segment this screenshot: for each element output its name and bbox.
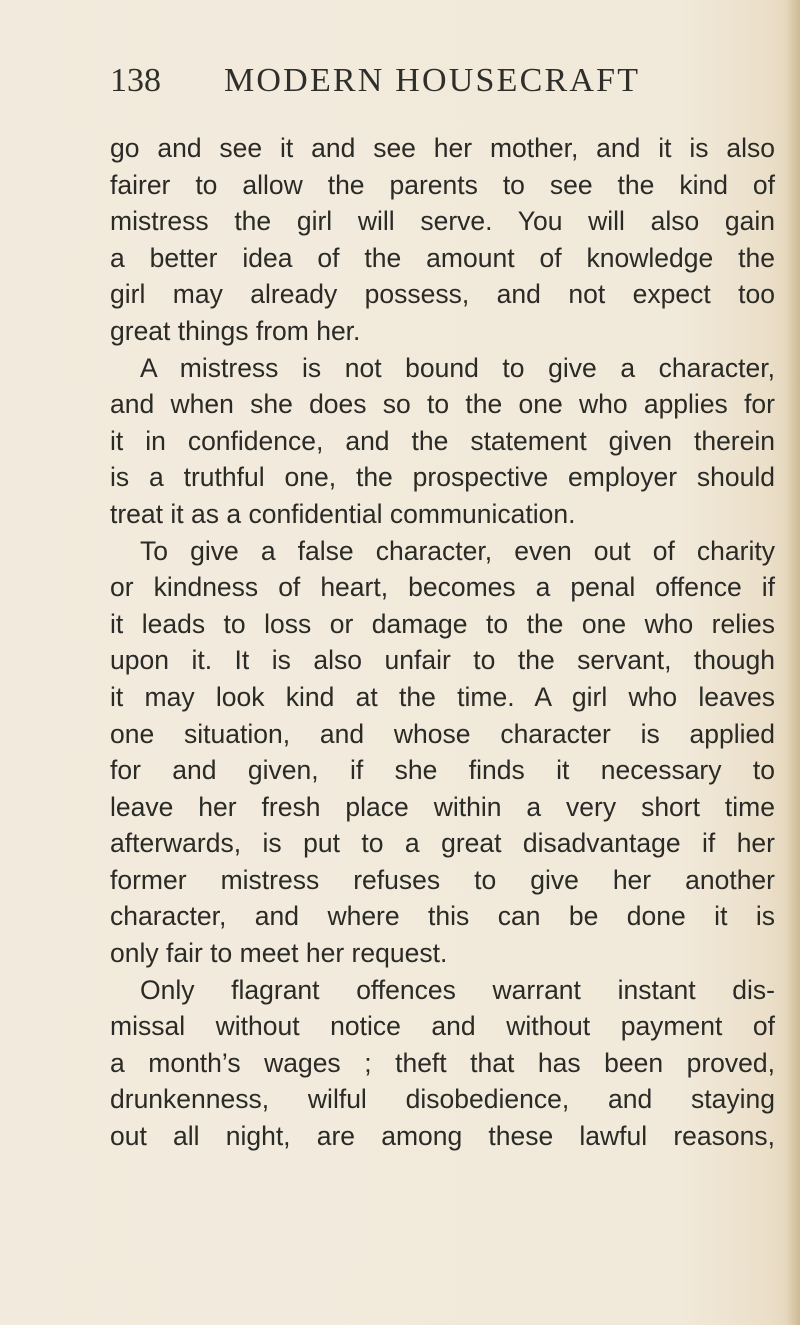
text-line: out all night, are among these lawful reasons, bbox=[110, 1121, 775, 1152]
text-line: To give a false character, even out of charity bbox=[140, 535, 775, 566]
page-edge-shadow bbox=[786, 0, 800, 1325]
text-line: only fair to meet her request. bbox=[110, 938, 448, 969]
text-line: leave her fresh place within a very short time bbox=[110, 791, 775, 822]
text-line: great things from her. bbox=[110, 315, 361, 346]
text-line: a month’s wages ; theft that has been proved, bbox=[110, 1047, 775, 1078]
text-line: missal without notice and without payment of bbox=[110, 1011, 775, 1042]
text-line: character, and where this can be done it is bbox=[110, 901, 775, 932]
text-line: A mistress is not bound to give a character, bbox=[140, 352, 775, 383]
body-text bbox=[110, 130, 775, 1155]
text-line: is a truthful one, the prospective employer should bbox=[110, 462, 775, 493]
text-line: it leads to loss or damage to the one who relies bbox=[110, 608, 775, 639]
text-line: Only flagrant offences warrant instant dis- bbox=[140, 974, 775, 1005]
page-header bbox=[110, 58, 710, 108]
text-line: fairer to allow the parents to see the kind of bbox=[110, 169, 775, 200]
text-line: afterwards, is put to a great disadvantage if her bbox=[110, 828, 775, 859]
text-line: it in confidence, and the statement given therein bbox=[110, 425, 775, 456]
page-number: 138 bbox=[110, 62, 161, 99]
text-line: or kindness of heart, becomes a penal offence if bbox=[110, 572, 775, 603]
text-line: one situation, and whose character is applied bbox=[110, 718, 775, 749]
text-line: treat it as a confidential communication. bbox=[110, 498, 576, 529]
running-head: MODERN HOUSECRAFT bbox=[224, 62, 641, 99]
text-line: upon it. It is also unfair to the servant, though bbox=[110, 645, 775, 676]
text-line: former mistress refuses to give her another bbox=[110, 864, 775, 895]
text-line: girl may already possess, and not expect too bbox=[110, 279, 775, 310]
text-line: go and see it and see her mother, and it is also bbox=[110, 133, 775, 163]
text-line: mistress the girl will serve. You will also gain bbox=[110, 206, 775, 237]
text-line: and when she does so to the one who applies for bbox=[110, 389, 775, 420]
text-line: it may look kind at the time. A girl who leaves bbox=[110, 681, 775, 712]
text-line: drunkenness, wilful disobedience, and staying bbox=[110, 1084, 775, 1115]
text-line: a better idea of the amount of knowledge the bbox=[110, 242, 775, 273]
text-line: for and given, if she finds it necessary to bbox=[110, 755, 775, 786]
